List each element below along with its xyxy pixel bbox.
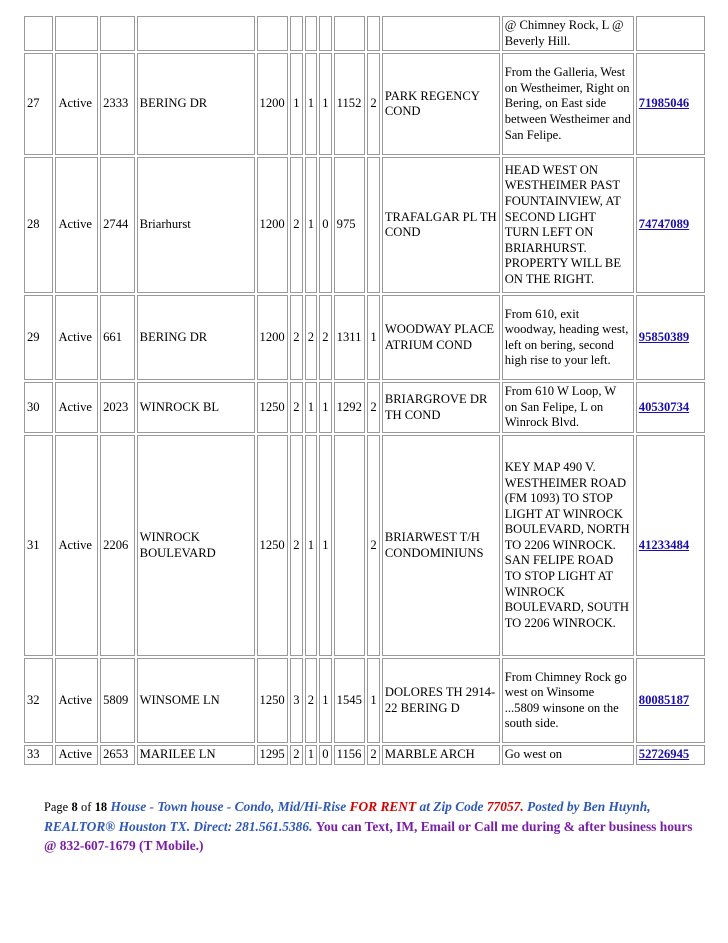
subdivision-cell: BRIARGROVE DR TH COND [382,382,500,433]
zip-label: at Zip Code [419,799,484,814]
half-baths-cell: 0 [319,157,331,293]
directions-cell: From the Galleria, West on Westheimer, Right on Bering, on East side between Westheimer and San Felipe. [502,53,634,155]
square-feet-cell: 1152 [334,53,366,155]
stories-cell: 2 [367,53,379,155]
half-baths-cell [319,16,331,51]
subdivision-cell: WOODWAY PLACE ATRIUM COND [382,295,500,380]
stories-cell [367,16,379,51]
status-cell: Active [55,435,98,656]
full-baths-cell: 1 [305,435,317,656]
bedrooms-cell: 2 [290,745,302,765]
stories-cell: 2 [367,435,379,656]
mls-link[interactable]: 80085187 [638,692,690,707]
table-row [24,53,705,155]
street-number-cell: 2333 [100,53,135,155]
square-feet-cell: 1156 [334,745,366,765]
bedrooms-cell: 1 [290,53,302,155]
mls-number-cell [636,157,705,293]
listing-number-cell: 31 [24,435,53,656]
table-row [24,382,705,433]
mls-number-cell [636,295,705,380]
half-baths-cell: 1 [319,382,331,433]
half-baths-cell: 0 [319,745,331,765]
page-footer [44,797,704,855]
listing-number-cell: 27 [24,53,53,155]
subdivision-cell: TRAFALGAR PL TH COND [382,157,500,293]
street-name-cell: MARILEE LN [137,745,255,765]
square-feet-cell [334,16,366,51]
footer-title: House - Town house - Condo, Mid/Hi-Rise [110,799,347,814]
mls-link[interactable]: 41233484 [638,537,690,552]
table-row [24,16,705,51]
full-baths-cell: 2 [305,295,317,380]
for-rent-label: FOR RENT [349,799,417,814]
status-cell: Active [55,295,98,380]
rent-price-cell [257,16,289,51]
mls-link[interactable]: 52726945 [638,747,690,762]
listing-rows [24,16,705,765]
rent-price-cell: 1295 [257,745,289,765]
status-cell: Active [55,745,98,765]
street-name-cell: Briarhurst [137,157,255,293]
page-of: of [81,800,92,814]
street-name-cell [137,16,255,51]
half-baths-cell: 1 [319,435,331,656]
listing-number-cell: 32 [24,658,53,743]
full-baths-cell: 2 [305,658,317,743]
table-row [24,435,705,656]
street-number-cell: 2653 [100,745,135,765]
rent-price-cell: 1200 [257,295,289,380]
subdivision-cell [382,16,500,51]
half-baths-cell: 1 [319,53,331,155]
subdivision-cell: DOLORES TH 2914-22 BERING D [382,658,500,743]
full-baths-cell: 1 [305,53,317,155]
page-current: 8 [71,800,78,814]
stories-cell: 1 [367,658,379,743]
directions-cell: Go west on [502,745,634,765]
subdivision-cell: MARBLE ARCH [382,745,500,765]
status-cell: Active [55,382,98,433]
bedrooms-cell: 2 [290,435,302,656]
table-row [24,157,705,293]
square-feet-cell: 1292 [334,382,366,433]
page-label: Page [44,800,69,814]
mls-number-cell [636,658,705,743]
bedrooms-cell [290,16,302,51]
mls-link[interactable]: 71985046 [638,96,690,111]
status-cell: Active [55,157,98,293]
status-cell [55,16,98,51]
listing-number-cell: 28 [24,157,53,293]
stories-cell [367,157,379,293]
square-feet-cell: 1311 [334,295,366,380]
table-row [24,295,705,380]
street-number-cell: 2744 [100,157,135,293]
rent-price-cell: 1200 [257,157,289,293]
directions-cell: HEAD WEST ON WESTHEIMER PAST FOUNTAINVIEW, AT SECOND LIGHT TURN LEFT ON BRIARHURST. PROPERTY WILL BE ON THE RIGHT. [502,157,634,293]
half-baths-cell: 1 [319,658,331,743]
street-number-cell: 5809 [100,658,135,743]
page-total: 18 [94,800,108,814]
street-number-cell: 661 [100,295,135,380]
street-number-cell [100,16,135,51]
listing-number-cell: 33 [24,745,53,765]
full-baths-cell [305,16,317,51]
bedrooms-cell: 2 [290,382,302,433]
status-cell: Active [55,53,98,155]
listing-number-cell: 29 [24,295,53,380]
square-feet-cell [334,435,366,656]
rent-price-cell: 1200 [257,53,289,155]
street-name-cell: BERING DR [137,53,255,155]
bedrooms-cell: 3 [290,658,302,743]
rent-price-cell: 1250 [257,435,289,656]
rent-price-cell: 1250 [257,382,289,433]
street-name-cell: WINSOME LN [137,658,255,743]
directions-cell: From 610 W Loop, W on San Felipe, L on Winrock Blvd. [502,382,634,433]
street-number-cell: 2206 [100,435,135,656]
stories-cell: 2 [367,745,379,765]
mls-number-cell [636,745,705,765]
bedrooms-cell: 2 [290,157,302,293]
posted-by: Posted by Ben Huynh, REALTOR® Houston TX. Direct: 281.561.5386. [44,799,651,834]
listing-table [22,14,707,767]
directions-cell: @ Chimney Rock, L @ Beverly Hill. [502,16,634,51]
street-name-cell: WINROCK BL [137,382,255,433]
mls-number-cell [636,53,705,155]
street-name-cell: WINROCK BOULEVARD [137,435,255,656]
rent-price-cell: 1250 [257,658,289,743]
table-row [24,658,705,743]
half-baths-cell: 2 [319,295,331,380]
bedrooms-cell: 2 [290,295,302,380]
subdivision-cell: PARK REGENCY COND [382,53,500,155]
stories-cell: 2 [367,382,379,433]
street-number-cell: 2023 [100,382,135,433]
contact-info: You can Text, IM, Email or Call me during & after business hours @ 832-607-1679 (T Mobile.) [44,819,693,853]
table-row [24,745,705,765]
square-feet-cell: 1545 [334,658,366,743]
directions-cell: From Chimney Rock go west on Winsome ...5809 winsone on the south side. [502,658,634,743]
listing-number-cell: 30 [24,382,53,433]
directions-cell: From 610, exit woodway, heading west, left on bering, second high rise to your left. [502,295,634,380]
stories-cell: 1 [367,295,379,380]
mls-number-cell [636,435,705,656]
full-baths-cell: 1 [305,157,317,293]
mls-number-cell [636,382,705,433]
directions-cell: KEY MAP 490 V. WESTHEIMER ROAD (FM 1093) TO STOP LIGHT AT WINROCK BOULEVARD, NORTH TO 2206 WINROCK. SAN FELIPE ROAD TO STOP LIGHT AT WINROCK BOULEVARD, SOUTH TO 2206 WINROCK. [502,435,634,656]
mls-link[interactable]: 95850389 [638,329,690,344]
full-baths-cell: 1 [305,745,317,765]
subdivision-cell: BRIARWEST T/H CONDOMINIUNS [382,435,500,656]
square-feet-cell: 975 [334,157,366,293]
listing-number-cell [24,16,53,51]
status-cell: Active [55,658,98,743]
full-baths-cell: 1 [305,382,317,433]
mls-link[interactable]: 74747089 [638,217,690,232]
mls-number-cell [636,16,705,51]
zip-code: 77057. [486,799,524,814]
street-name-cell: BERING DR [137,295,255,380]
mls-link[interactable]: 40530734 [638,399,690,414]
